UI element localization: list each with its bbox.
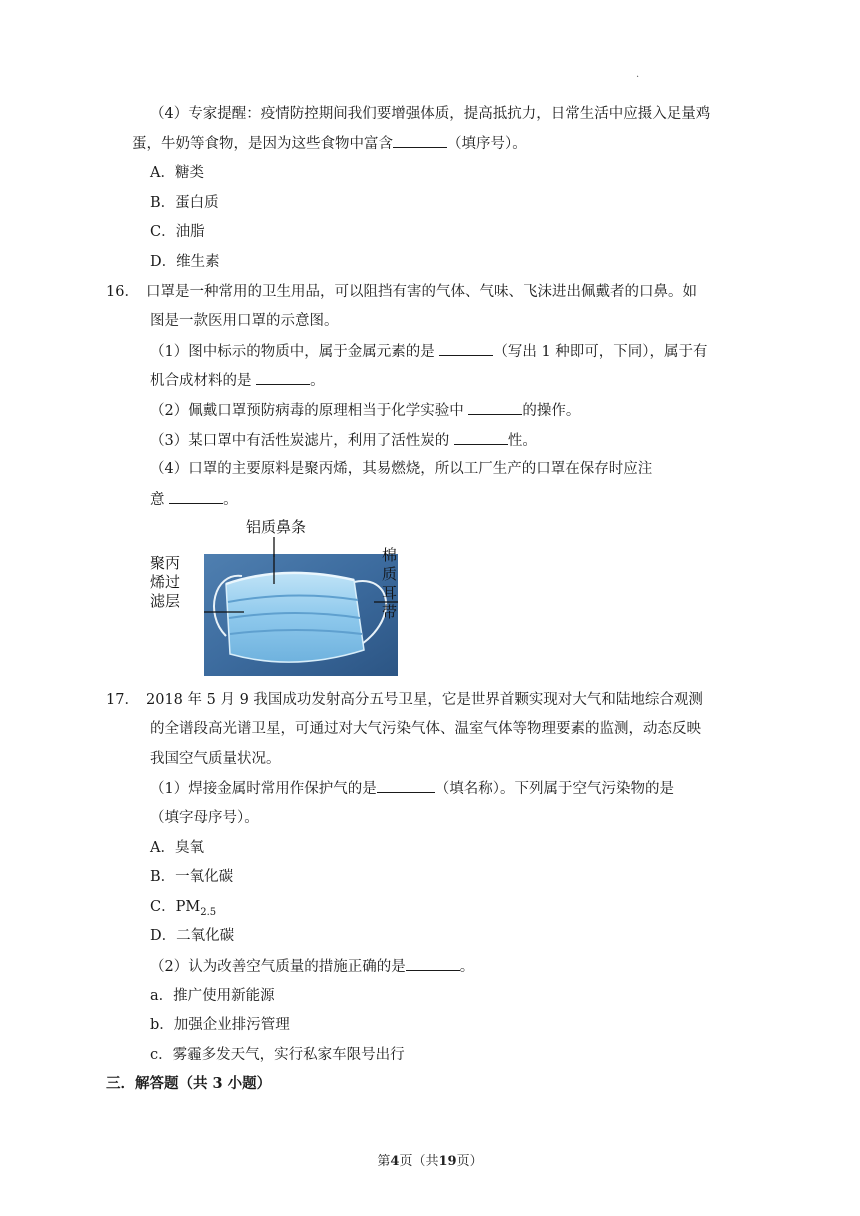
page-footer [0,1150,860,1169]
q16-part1-cont [150,370,325,391]
q16-part1-text: （1）图中标示的物质中，属于金属元素的是 [150,344,435,360]
label-line: 棉 [382,546,398,564]
answer-blank[interactable] [468,400,522,415]
q17-stem-line2: 的全谱段高光谱卫星，可通过对大气污染气体、温室气体等物理要素的监测，动态反映 [150,721,701,737]
label-line: 带 [382,603,398,621]
q17-part1-hint: （填名称）。下列属于空气污染物的是 [434,781,674,797]
label-polypropylene-filter [150,554,180,611]
label-line: 烯过 [150,573,181,591]
label-line: 质 [382,565,398,583]
q17-option-a: A．臭氧 [150,840,204,856]
answer-blank[interactable] [406,956,460,971]
answer-blank[interactable] [393,133,447,148]
q17-part2-text: （2）认为改善空气质量的措施正确的是 [150,959,406,975]
label-aluminum-nose-strip: 铝质鼻条 [246,518,307,536]
q17-option-d: D．二氧化碳 [150,928,235,944]
answer-blank[interactable] [454,430,508,445]
q16-part4-cont-text: 意 [150,492,165,508]
q17-part2-period: 。 [459,959,475,975]
q15-option-d: D．维生素 [150,254,220,270]
q16-part3 [150,430,537,451]
label-line: 滤层 [150,592,181,610]
mask-photo [204,554,398,676]
q17-part2 [150,956,474,977]
nose-strip-callout [273,537,275,557]
q16-part2 [150,400,580,421]
q16-part2-hint: 的操作。 [522,403,581,419]
q16-number: 16． [106,284,139,300]
page-mark: · [636,72,640,83]
section-heading: 三．解答题（共 3 小题） [106,1075,272,1092]
q17-option-c-text: C．PM [150,899,201,915]
q17-measure-c: c．雾霾多发天气，实行私家车限号出行 [150,1047,405,1063]
q15-option-c: C．油脂 [150,224,205,240]
q16-part4-period: 。 [223,492,238,508]
q16-part3-hint: 性。 [507,433,537,449]
q16-part1-hint: （写出 1 种即可，下同），属于有 [493,344,708,360]
total-pages: 19 [438,1154,457,1169]
q16-stem-line1: 口罩是一种常用的卫生用品，可以阻挡有害的气体、气味、飞沫进出佩戴者的口鼻。如 [146,284,697,300]
q16-part4-cont [150,489,238,510]
answer-blank[interactable] [377,778,435,793]
q17-part1-cont: （填字母序号）。 [150,810,259,826]
q16-stem-line2: 图是一款医用口罩的示意图。 [150,313,339,329]
q16-part1-period: 。 [310,373,325,389]
q17-measure-b: b．加强企业排污管理 [150,1017,290,1033]
footer-text: 页（共 [399,1154,439,1169]
mask-figure [146,516,416,682]
q15-4-line2-hint: （填序号）。 [447,136,527,152]
q16-part1-cont-text: 机合成材料的是 [150,373,252,389]
q15-option-b: B．蛋白质 [150,195,219,211]
q17-number: 17． [106,692,139,708]
label-line: 耳 [382,584,398,602]
footer-text: 第 [377,1154,391,1169]
q15-4-line1: （4）专家提醒：疫情防控期间我们要增强体质，提高抵抗力，日常生活中应摄入足量鸡 [150,106,711,122]
q16-part3-text: （3）某口罩中有活性炭滤片，利用了活性炭的 [150,433,450,449]
q15-4-line2 [132,133,527,154]
current-page: 4 [390,1154,400,1169]
q15-option-a: A．糖类 [150,165,204,181]
footer-text: 页） [456,1154,483,1169]
q17-stem-line3: 我国空气质量状况。 [150,751,281,767]
q17-option-b: B．一氧化碳 [150,869,234,885]
q15-4-line2-text: 蛋，牛奶等食物，是因为这些食物中富含 [132,136,393,152]
q17-measure-a: a．推广使用新能源 [150,988,275,1004]
answer-blank[interactable] [169,489,223,504]
q16-part4: （4）口罩的主要原料是聚丙烯，其易燃烧，所以工厂生产的口罩在保存时应注 [150,461,653,477]
label-line: 聚丙 [150,554,181,572]
q16-part1 [150,341,708,362]
q17-option-c [150,897,216,923]
q17-part1-text: （1）焊接金属时常用作保护气的是 [150,781,377,797]
q17-part1 [150,778,674,799]
pm-subscript: 2.5 [200,906,217,918]
answer-blank[interactable] [439,341,493,356]
answer-blank[interactable] [256,370,310,385]
q17-stem-line1: 2018 年 5 月 9 我国成功发射高分五号卫星，它是世界首颗实现对大气和陆地综合观测 [146,692,703,708]
q16-part2-text: （2）佩戴口罩预防病毒的原理相当于化学实验中 [150,403,464,419]
label-cotton-ear-loop [382,546,397,622]
